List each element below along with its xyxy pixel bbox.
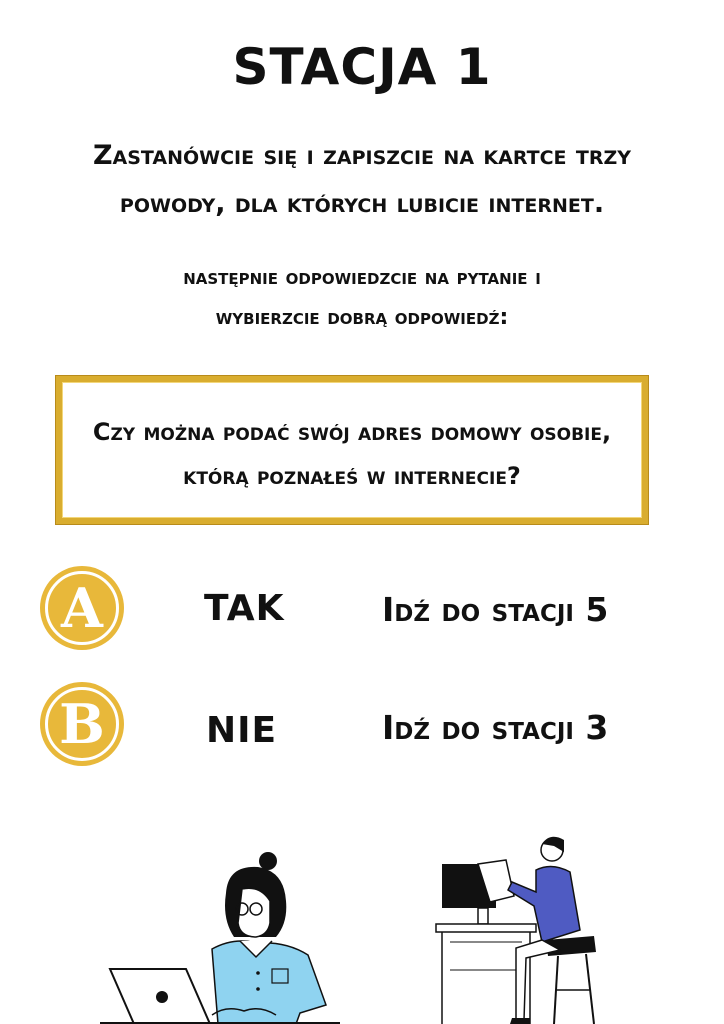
- woman-laptop-illustration-icon: [100, 845, 340, 1024]
- instruction-line-1: następnie odpowiedzcie na pytanie i: [183, 265, 541, 290]
- goto-station-b: Idź do stacji 3: [382, 708, 609, 747]
- goto-station-a: Idź do stacji 5: [382, 590, 609, 629]
- answer-yes: TAK: [204, 588, 285, 629]
- intro-line-2: powody, dla których lubicie internet.: [119, 188, 605, 219]
- man-computer-illustration-icon: [430, 830, 610, 1024]
- question-line-1: Czy można podać swój adres domowy osobie,: [92, 418, 612, 446]
- letter-b-badge-icon: [40, 682, 124, 766]
- badge-letter-a: A: [61, 576, 103, 640]
- page-title: STACJA 1: [232, 38, 492, 96]
- question-text: [66, 410, 638, 498]
- instruction-line-2: wybierzcie dobrą odpowiedź:: [215, 305, 509, 330]
- badge-letter-b: B: [59, 692, 105, 756]
- question-box: [56, 376, 648, 524]
- answer-no: NIE: [206, 710, 278, 751]
- intro-text: [30, 132, 694, 228]
- instruction-text: [60, 258, 664, 338]
- intro-line-1: Zastanówcie się i zapiszcie na kartce trzy: [92, 140, 632, 171]
- letter-a-badge-icon: [40, 566, 124, 650]
- question-line-2: którą poznałeś w internecie?: [183, 462, 521, 490]
